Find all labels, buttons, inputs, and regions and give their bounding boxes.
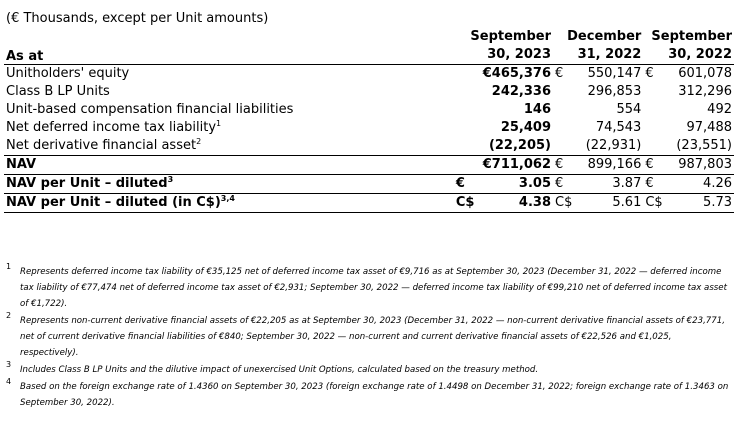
- cell-sep-2023: 3.05: [478, 175, 553, 194]
- cell-sep-2022: 4.26: [667, 175, 734, 194]
- currency-symbol: [553, 137, 576, 156]
- cell-dec-2022: 296,853: [587, 84, 642, 99]
- footnote: [4, 362, 729, 378]
- footnotes: [4, 264, 729, 412]
- row-label: Net deferred income tax liability$^1$: [6, 119, 222, 135]
- table-row: [4, 137, 734, 156]
- currency-symbol: €: [553, 175, 576, 194]
- cell-dec-2022: 74,543: [595, 120, 642, 135]
- footnote-text: Based on the foreign exchange rate of 1.4360 on September 30, 2023 (foreign exchange rate of 1.4498 on December 31, 2022; foreign exchange rate of 1.3463 on September 30, 2022).: [20, 382, 729, 408]
- cell-sep-2022: 5.73: [667, 194, 734, 213]
- footnote-marker: 3: [6, 360, 12, 369]
- cell-dec-2022: 550,147: [587, 66, 642, 81]
- cell-sep-2023: 242,336: [491, 84, 551, 99]
- row-header-as-at: As at: [4, 28, 454, 65]
- nav-per-unit-cad-row: [4, 194, 734, 213]
- cell-dec-2022: 554: [616, 102, 642, 117]
- row-label: Unitholders' equity: [6, 66, 130, 81]
- col-header-sep-2023: [454, 28, 553, 65]
- footnote: [4, 264, 729, 312]
- currency-symbol: €: [555, 66, 564, 81]
- cell-sep-2023: €465,376: [482, 66, 551, 81]
- cell-sep-2022: 987,803: [667, 156, 734, 175]
- cell-sep-2022: 97,488: [686, 120, 732, 135]
- currency-symbol: [643, 83, 667, 101]
- col-header-line: September: [651, 29, 732, 44]
- currency-symbol: €: [454, 175, 478, 194]
- currency-symbol: [553, 83, 576, 101]
- row-label: NAV per Unit – diluted$^3$: [4, 175, 454, 194]
- row-label: NAV per Unit – diluted (in C$)$^{3,4}$: [4, 194, 454, 213]
- footnote: [4, 313, 729, 361]
- footnote-marker: 2: [6, 311, 12, 320]
- nav-total-row: [4, 156, 734, 175]
- table-row: [4, 119, 734, 137]
- footnote: [4, 379, 729, 411]
- currency-symbol: [643, 137, 667, 156]
- cell-sep-2022: 601,078: [678, 66, 732, 81]
- nav-table: [4, 28, 734, 213]
- currency-symbol: [553, 101, 576, 119]
- row-label: Class B LP Units: [6, 84, 110, 99]
- table-row: [4, 101, 734, 119]
- col-header-sep-2022: [643, 28, 734, 65]
- footnote-ref: 3: [167, 175, 174, 184]
- cell-dec-2022: 5.61: [576, 194, 643, 213]
- cell-sep-2022: (23,551): [676, 138, 732, 153]
- cell-sep-2022: 492: [707, 102, 732, 117]
- currency-symbol: C$: [454, 194, 478, 213]
- col-header-line: December: [567, 29, 642, 44]
- table-caption: (€ Thousands, except per Unit amounts): [6, 11, 269, 26]
- col-header-dec-2022: [553, 28, 643, 65]
- footnote-text: Represents deferred income tax liability of €35,125 net of deferred income tax asset of €9,716 as at September 30, 2023 (December 31, 2022 — deferred income tax liability of €77,474 net of deferred income tax asset of €2,931; September 30, 2022 — deferred income tax liability of €99,210 net of deferred income tax asset of €1,722).: [20, 267, 727, 309]
- row-label: Net derivative financial asset$^2$: [6, 137, 202, 153]
- footnote-ref: 3,4: [220, 194, 235, 203]
- col-header-line: 30, 2023: [487, 47, 551, 62]
- currency-symbol: [643, 101, 667, 119]
- currency-symbol: [553, 119, 576, 137]
- cell-dec-2022: 3.87: [576, 175, 643, 194]
- cell-dec-2022: (22,931): [585, 138, 642, 153]
- currency-symbol: C$: [643, 194, 667, 213]
- cell-sep-2022: 312,296: [678, 84, 732, 99]
- footnote-ref: 2: [196, 137, 202, 146]
- currency-symbol: [643, 119, 667, 137]
- footnote-text: Includes Class B LP Units and the dilutive impact of unexercised Unit Options, calculated based on the treasury method.: [20, 365, 539, 375]
- cell-sep-2023: 4.38: [478, 194, 553, 213]
- currency-symbol: €: [553, 156, 576, 175]
- table-row: [4, 65, 734, 84]
- row-label: Unit-based compensation financial liabilities: [6, 102, 294, 117]
- footnote-marker: 4: [6, 377, 12, 386]
- currency-symbol: €: [643, 175, 667, 194]
- col-header-line: September: [470, 29, 551, 44]
- nav-per-unit-row: [4, 175, 734, 194]
- table-row: [4, 83, 734, 101]
- cell-sep-2023: 25,409: [500, 120, 551, 135]
- header-row: [4, 28, 734, 65]
- footnote-marker: 1: [6, 262, 12, 271]
- col-header-line: 31, 2022: [577, 47, 642, 62]
- cell-sep-2023: €711,062: [454, 156, 553, 175]
- col-header-line: 30, 2022: [668, 47, 732, 62]
- footnote-text: Represents non-current derivative financial assets of €22,205 as at September 30, 2023 (December 31, 2022 — non-current derivative financial assets of €23,771, net of current derivative financial liabilities of €840; September 30, 2022 — non-current and current derivative financial assets of €22,526 and €1,025, respectively).: [20, 316, 725, 358]
- footnote-ref: 1: [216, 119, 222, 128]
- cell-sep-2023: 146: [523, 102, 551, 117]
- currency-symbol: €: [643, 156, 667, 175]
- currency-symbol: €: [645, 66, 654, 81]
- cell-dec-2022: 899,166: [576, 156, 643, 175]
- row-label: NAV: [4, 156, 454, 175]
- cell-sep-2023: (22,205): [488, 138, 551, 153]
- currency-symbol: C$: [553, 194, 576, 213]
